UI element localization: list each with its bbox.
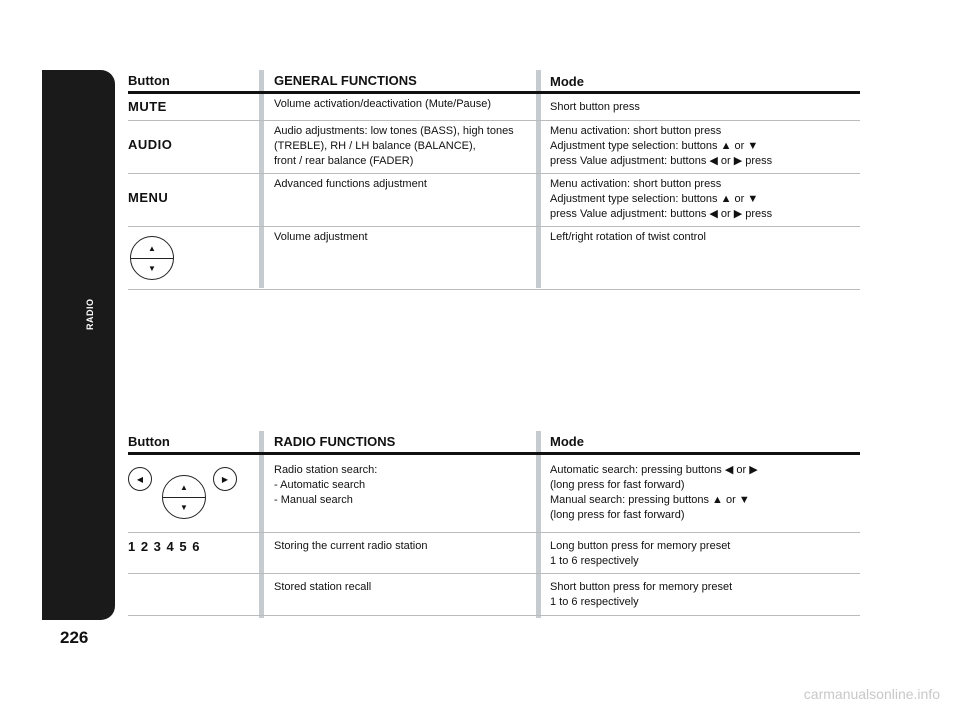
arrow-down-icon: ▼ — [180, 503, 188, 512]
header-button: Button — [128, 434, 170, 449]
radio-functions-table — [128, 431, 860, 616]
table-row — [128, 574, 860, 616]
table-row — [128, 533, 860, 574]
section-label: RADIO — [85, 298, 95, 330]
button-name: AUDIO — [128, 137, 173, 152]
mode-text: Automatic search: pressing buttons ◀ or ▶ (long press for fast forward) Manual search: pressing buttons ▲ or ▼ (long press for fast forward) — [550, 464, 758, 521]
table-header — [128, 70, 860, 94]
table-header — [128, 431, 860, 455]
header-mode: Mode — [550, 74, 584, 89]
function-text: Volume activation/deactivation (Mute/Pause) — [274, 98, 492, 110]
arrow-left-icon: ◀ — [136, 474, 144, 484]
seek-left-button-icon — [128, 467, 152, 491]
page-number: 226 — [60, 628, 89, 647]
function-text: Storing the current radio station — [274, 540, 428, 552]
mode-text: Menu activation: short button press Adjustment type selection: buttons ▲ or ▼ press Value adjustment: buttons ◀ or ▶ press — [550, 125, 773, 167]
mode-text: Long button press for memory preset 1 to 6 respectively — [550, 540, 731, 567]
header-button: Button — [128, 73, 170, 88]
seek-right-button-icon — [213, 467, 237, 491]
arrow-down-icon: ▼ — [148, 264, 156, 273]
header-functions: GENERAL FUNCTIONS — [274, 73, 417, 88]
general-functions-table — [128, 70, 860, 290]
tuning-rocker-icon — [162, 475, 206, 519]
preset-buttons: 1 2 3 4 5 6 — [128, 539, 201, 554]
function-text: Advanced functions adjustment — [274, 178, 427, 190]
header-mode: Mode — [550, 434, 584, 449]
watermark: carmanualsonline.info — [803, 686, 940, 702]
function-text: Volume adjustment — [274, 231, 368, 243]
mode-text: Short button press — [550, 101, 640, 113]
button-name: MUTE — [128, 99, 167, 114]
function-text: Stored station recall — [274, 581, 372, 593]
button-name: MENU — [128, 190, 169, 205]
table-row — [128, 121, 860, 174]
arrow-right-icon: ▶ — [221, 474, 229, 484]
function-text: Audio adjustments: low tones (BASS), high tones (TREBLE), RH / LH balance (BALANCE), front / rear balance (FADER) — [274, 125, 514, 167]
arrow-up-icon: ▲ — [180, 483, 188, 492]
volume-rocker-icon — [130, 236, 174, 280]
table-row — [128, 455, 860, 533]
table-row — [128, 227, 860, 290]
table-row — [128, 174, 860, 227]
section-side-tab — [42, 70, 115, 620]
function-text: Radio station search: - Automatic search - Manual search — [274, 464, 378, 506]
mode-text: Menu activation: short button press Adjustment type selection: buttons ▲ or ▼ press Value adjustment: buttons ◀ or ▶ press — [550, 178, 773, 220]
mode-text: Left/right rotation of twist control — [550, 231, 706, 243]
table-row — [128, 94, 860, 121]
header-functions: RADIO FUNCTIONS — [274, 434, 396, 449]
mode-text: Short button press for memory preset 1 to 6 respectively — [550, 581, 733, 608]
arrow-up-icon: ▲ — [148, 244, 156, 253]
